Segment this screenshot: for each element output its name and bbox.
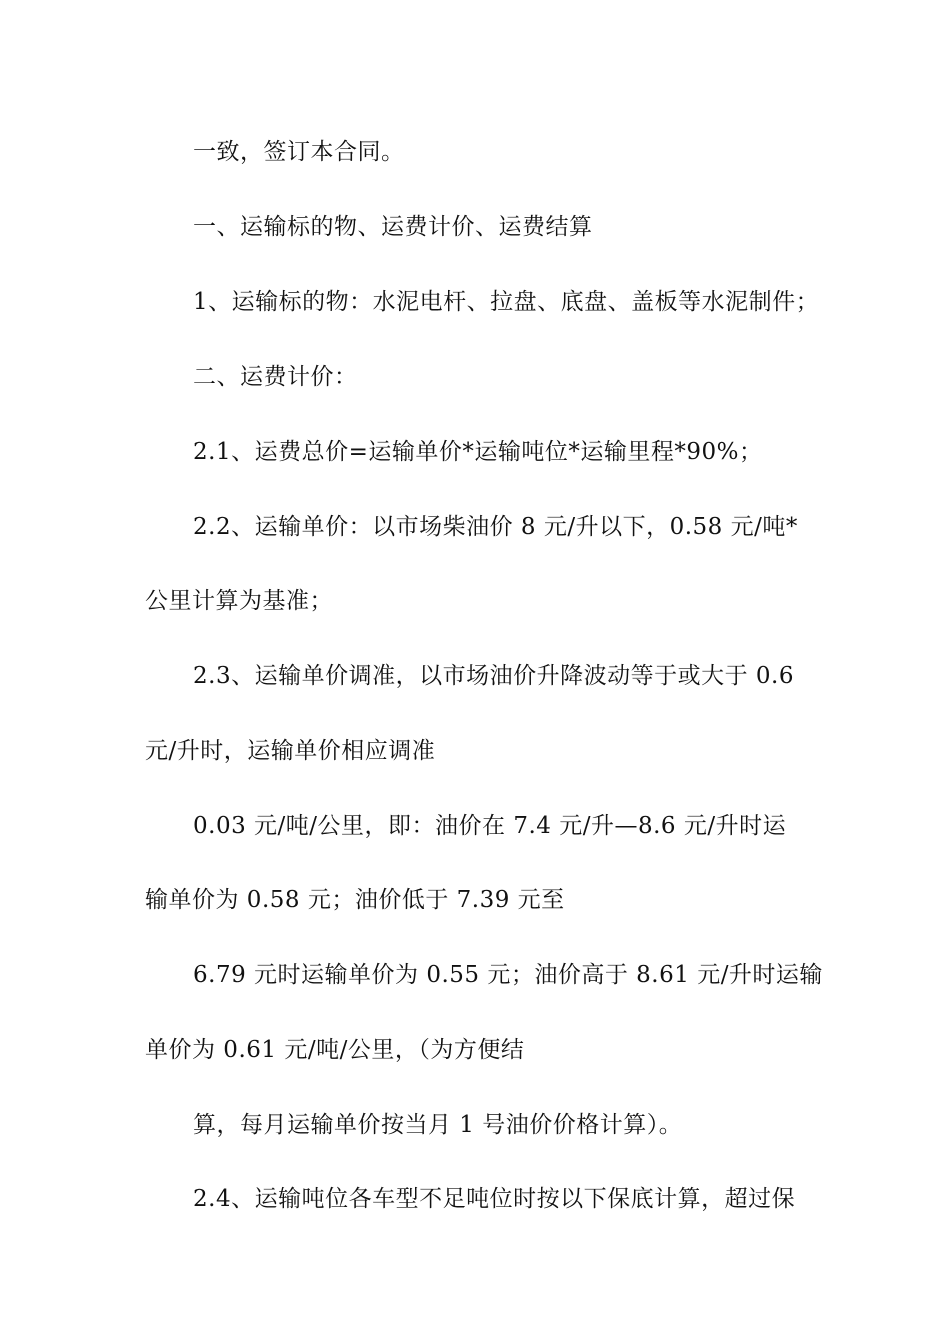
- paragraph-line-15: 2.4、运输吨位各车型不足吨位时按以下保底计算，超过保: [193, 1186, 796, 1212]
- paragraph-line-12: 6.79 元时运输单价为 0.55 元；油价高于 8.61 元/升时运输: [193, 962, 823, 988]
- paragraph-line-13: 单价为 0.61 元/吨/公里，（为方便结: [145, 1037, 525, 1063]
- paragraph-line-9: 元/升时，运输单价相应调准: [145, 738, 436, 764]
- paragraph-line-11: 输单价为 0.58 元；油价低于 7.39 元至: [145, 887, 565, 913]
- paragraph-line-5: 2.1、运费总价=运输单价*运输吨位*运输里程*90%；: [193, 439, 763, 465]
- paragraph-line-1: 一致，签订本合同。: [193, 139, 405, 165]
- paragraph-line-8: 2.3、运输单价调准，以市场油价升降波动等于或大于 0.6: [193, 663, 794, 689]
- paragraph-line-14: 算，每月运输单价按当月 1 号油价价格计算）。: [193, 1112, 683, 1138]
- paragraph-line-6: 2.2、运输单价：以市场柴油价 8 元/升以下，0.58 元/吨*: [193, 514, 798, 540]
- section-heading-1: 一、运输标的物、运费计价、运费结算: [193, 214, 593, 240]
- section-heading-2: 二、运费计价：: [193, 364, 358, 390]
- paragraph-line-3: 1、运输标的物：水泥电杆、拉盘、底盘、盖板等水泥制件；: [193, 289, 820, 315]
- paragraph-line-7: 公里计算为基准；: [145, 588, 333, 614]
- paragraph-line-10: 0.03 元/吨/公里，即：油价在 7.4 元/升—8.6 元/升时运: [193, 813, 787, 839]
